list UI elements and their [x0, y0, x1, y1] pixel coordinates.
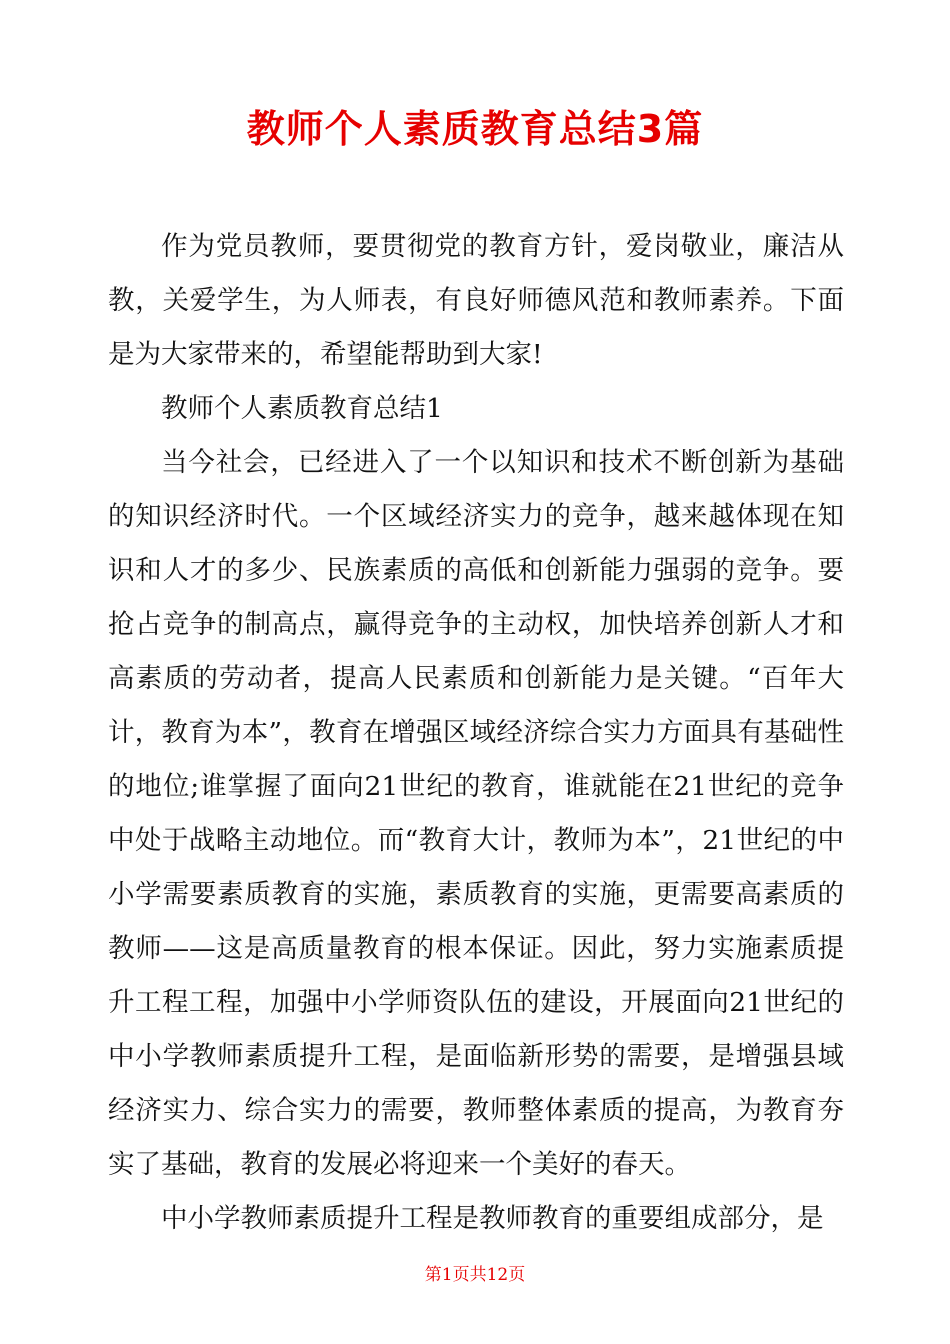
document-body [108, 220, 844, 1246]
body-paragraph: 中小学教师素质提升工程是教师教育的重要组成部分，是 [161, 1203, 824, 1234]
intro-paragraph: 作为党员教师，要贯彻党的教育方针，爱岗敬业，廉洁从教，关爱学生，为人师表，有良好师德风范和教师素养。下面是为大家带来的，希望能帮助到大家! [108, 231, 844, 370]
document-title: 教师个人素质教育总结3篇 [246, 107, 704, 151]
section-heading: 教师个人素质教育总结1 [161, 393, 443, 424]
body-paragraph: 当今社会，已经进入了一个以知识和技术不断创新为基础的知识经济时代。一个区域经济实力的竞争，越来越体现在知识和人才的多少、民族素质的高低和创新能力强弱的竞争。要抢占竞争的制高点，赢得竞争的主动权，加快培养创新人才和高素质的劳动者，提高人民素质和创新能力是关键。“百年大计，教育为本”，教育在增强区域经济综合实力方面具有基础性的地位;谁掌握了面向21世纪的教育，谁就能在21世纪的竞争中处于战略主动地位。而“教育大计，教师为本”，21世纪的中小学需要素质教育的实施，素质教育的实施，更需要高素质的教师——这是高质量教育的根本保证。因此，努力实施素质提升工程工程，加强中小学师资队伍的建设，开展面向21世纪的中小学教师素质提升工程，是面临新形势的需要，是增强县域经济实力、综合实力的需要，教师整体素质的提高，为教育夯实了基础，教育的发展必将迎来一个美好的春天。 [108, 447, 844, 1180]
page-footer: 第1页共12页 [424, 1265, 526, 1285]
